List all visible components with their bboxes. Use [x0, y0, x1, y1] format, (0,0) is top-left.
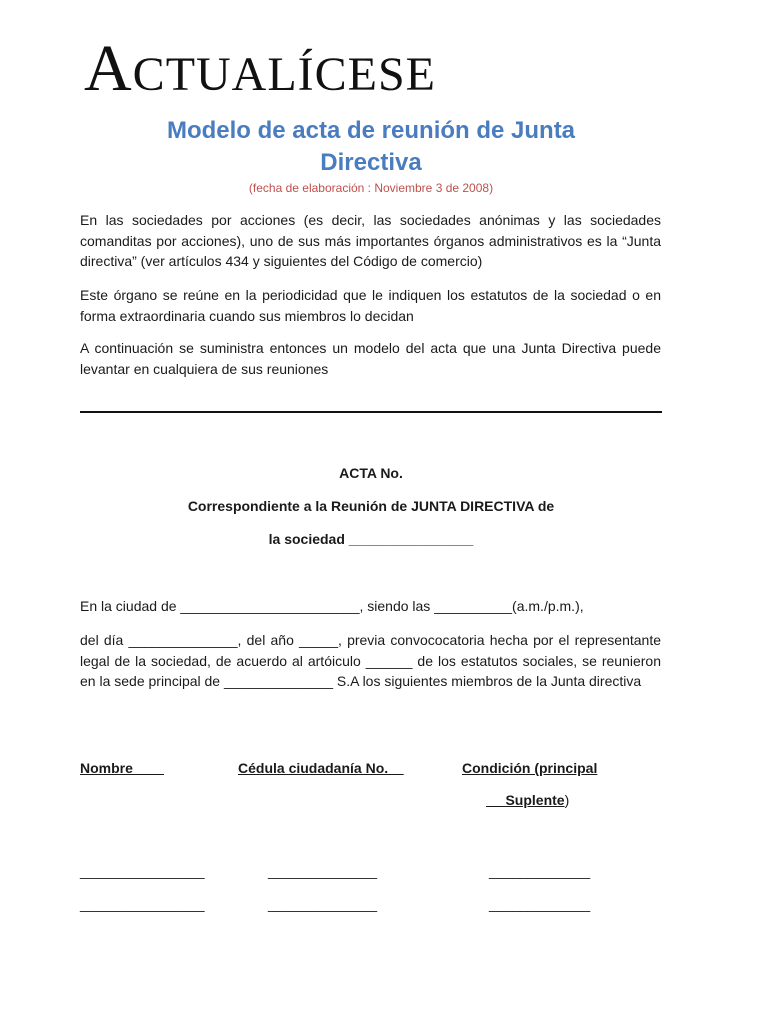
document-date: (fecha de elaboración : Noviembre 3 de 2008): [248, 181, 494, 195]
acta-heading: Correspondiente a la Reunión de JUNTA DIRECTIVA de: [187, 498, 555, 514]
member-2-id-blank: ______________: [268, 896, 378, 912]
member-2-condition-blank: _____________: [489, 896, 591, 912]
condition-close: ): [564, 792, 570, 808]
column-header-name: Nombre: [80, 760, 165, 776]
acta-number: ACTA No.: [339, 465, 403, 481]
intro-paragraph-1: En las sociedades por acciones (es decir, las sociedades anónimas y las sociedades comanditas por acciones), uno de sus más importantes órganos administrativos es la “Junta directiva” (ver artículos 434 y siguientes del Código de comercio): [80, 212, 661, 269]
acta-city-line: En la ciudad de _______________________, siendo las __________(a.m./p.m.),: [80, 598, 584, 614]
logo-initial: A: [84, 32, 133, 105]
column-header-condition-cont: [486, 790, 569, 810]
document-title-line-1: Modelo de acta de reunión de Junta: [166, 117, 576, 144]
condition-suplente: Suplente: [505, 792, 565, 808]
member-2-name-blank: ________________: [80, 896, 205, 912]
document-title-line-2: Directiva: [320, 149, 422, 176]
acta-body: del día ______________, del año _____, previa convococatoria hecha por el representante legal de la sociedad, de acuerdo al artóiculo ______ de los estatutos sociales, se reunieron en la sede principal de ______________ S.A los siguientes miembros de la Junta directiva: [80, 632, 661, 689]
member-1-id-blank: ______________: [268, 863, 378, 879]
column-header-condition: Condición (principal: [462, 760, 598, 776]
section-divider: [80, 411, 662, 413]
intro-paragraph-2: Este órgano se reúne en la periodicidad que le indiquen los estatutos de la sociedad o en forma extraordinaria cuando sus miembros lo decidan: [80, 287, 661, 324]
member-1-condition-blank: _____________: [489, 863, 591, 879]
acta-company-line: la sociedad ________________: [268, 531, 474, 547]
condition-blank: [486, 792, 505, 808]
column-header-id: Cédula ciudadanía No.: [238, 760, 404, 776]
actualicese-logo: [84, 32, 436, 108]
member-1-name-blank: ________________: [80, 863, 205, 879]
intro-paragraph-3: A continuación se suministra entonces un modelo del acta que una Junta Directiva puede levantar en cualquiera de sus reuniones: [80, 340, 661, 377]
logo-rest: CTUALÍCESE: [132, 48, 436, 101]
